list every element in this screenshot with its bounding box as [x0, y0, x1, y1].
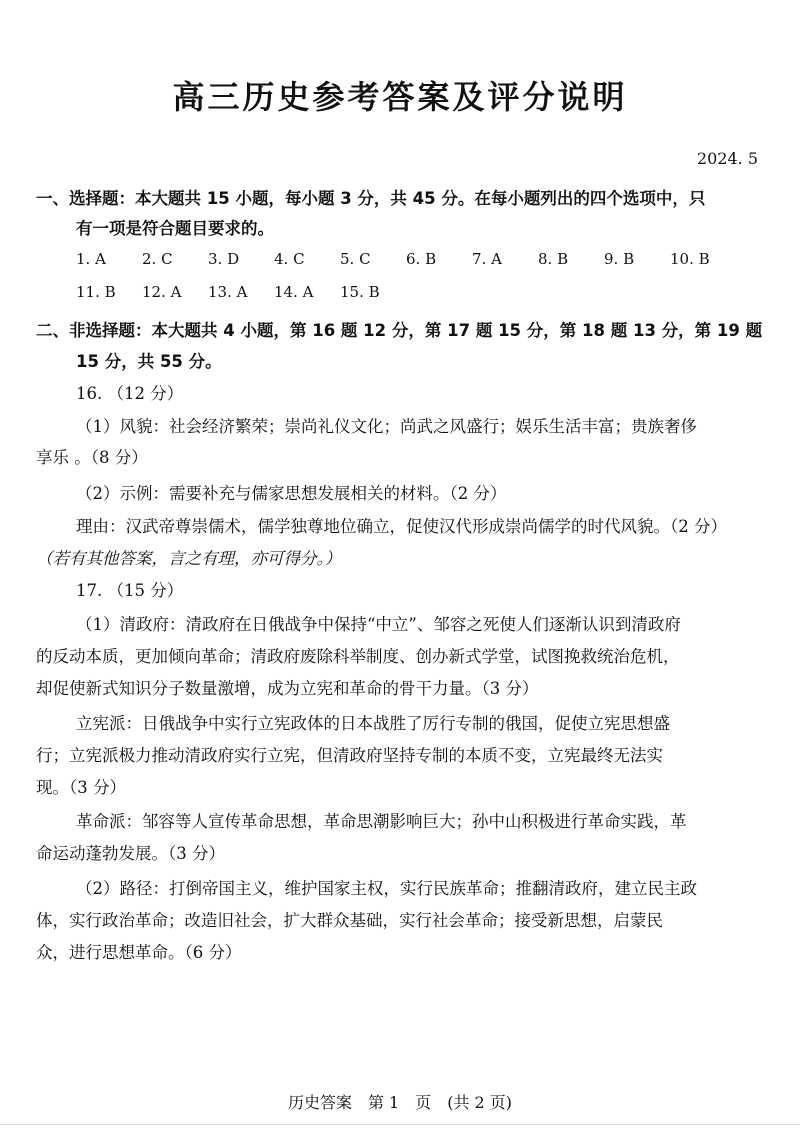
q17-part1-text: （1）清政府：清政府在日俄战争中保持“中立”、邹容之死使人们逐渐认识到清政府: [76, 615, 681, 634]
choice-answer: 15. B: [340, 283, 380, 301]
choice-answer: 2. C: [142, 250, 173, 268]
q17-part1-text-cont1: 的反动本质，更加倾向革命；清政府废除科举制度、创办新式学堂，试图挽救统治危机，: [36, 647, 680, 666]
q17-revolutionary-text: 革命派：邹容等人宣传革命思想，革命思潮影响巨大；孙中山积极进行革命实践，革: [76, 812, 687, 831]
q17-part2-text-cont1: 体，实行政治革命；改造旧社会，扩大群众基础，实行社会革命；接受新思想，启蒙民: [36, 911, 663, 930]
choice-answer: 8. B: [538, 250, 569, 268]
choice-answer: 1. A: [76, 250, 106, 268]
choice-answer: 4. C: [274, 250, 305, 268]
choice-answer: 9. B: [604, 250, 635, 268]
choice-answers-row-2: [76, 283, 406, 301]
q17-revolutionary-text-cont: 命运动蓬勃发展。（3 分）: [36, 844, 225, 863]
page-title: 高三历史参考答案及评分说明: [172, 78, 628, 116]
choice-answers-row-1: [76, 250, 736, 268]
choice-answer: 14. A: [274, 283, 314, 301]
page-footer: 历史答案 第 1 页 (共 2 页): [287, 1093, 513, 1112]
choice-answer: 6. B: [406, 250, 437, 268]
q17-constitutionalist-text: 立宪派：日俄战争中实行立宪政体的日本战胜了厉行专制的俄国，促使立宪思想盛: [76, 714, 670, 733]
choice-answer: 7. A: [472, 250, 502, 268]
q17-part1-text-cont2: 却促使新式知识分子数量激增，成为立宪和革命的骨干力量。（3 分）: [36, 679, 539, 698]
choice-answer: 11. B: [76, 283, 116, 301]
date-label: 2024. 5: [696, 149, 758, 168]
section1-heading-cont: 有一项是符合题目要求的。: [76, 219, 274, 238]
choice-answer: 3. D: [208, 250, 240, 268]
section2-heading: 二、非选择题：本大题共 4 小题，第 16 题 12 分，第 17 题 15 分，第 18 题 13 分，第 19 题: [36, 321, 763, 340]
section1-heading: 一、选择题：本大题共 15 小题，每小题 3 分，共 45 分。在每小题列出的四个选项中，只: [36, 189, 706, 208]
choice-answer: 5. C: [340, 250, 371, 268]
q17-part2-text-cont2: 众，进行思想革命。（6 分）: [36, 943, 242, 962]
q16-header: 16. （12 分）: [76, 384, 184, 403]
q16-part2-text: （2）示例：需要补充与儒家思想发展相关的材料。（2 分）: [76, 484, 507, 503]
q17-constitutionalist-text-cont2: 现。（3 分）: [36, 778, 126, 797]
q16-part1-text-cont: 享乐 。（8 分）: [36, 448, 148, 467]
section2-heading-cont: 15 分，共 55 分。: [76, 352, 222, 371]
q16-part1-text: （1）风貌：社会经济繁荣；崇尚礼仪文化；尚武之风盛行；娱乐生活丰富；贵族奢侈: [76, 417, 697, 436]
q17-constitutionalist-text-cont1: 行；立宪派极力推动清政府实行立宪，但清政府坚持专制的本质不变，立宪最终无法实: [36, 746, 663, 765]
q16-note: （若有其他答案，言之有理，亦可得分。）: [36, 549, 342, 568]
choice-answer: 13. A: [208, 283, 248, 301]
bottom-divider: [0, 1124, 800, 1125]
q17-header: 17. （15 分）: [76, 581, 184, 600]
choice-answer: 12. A: [142, 283, 182, 301]
q16-reason-text: 理由：汉武帝尊崇儒术，儒学独尊地位确立，促使汉代形成崇尚儒学的时代风貌。（2 分）: [76, 517, 727, 536]
q17-part2-text: （2）路径：打倒帝国主义，维护国家主权，实行民族革命；推翻清政府，建立民主政: [76, 879, 697, 898]
choice-answer: 10. B: [670, 250, 710, 268]
